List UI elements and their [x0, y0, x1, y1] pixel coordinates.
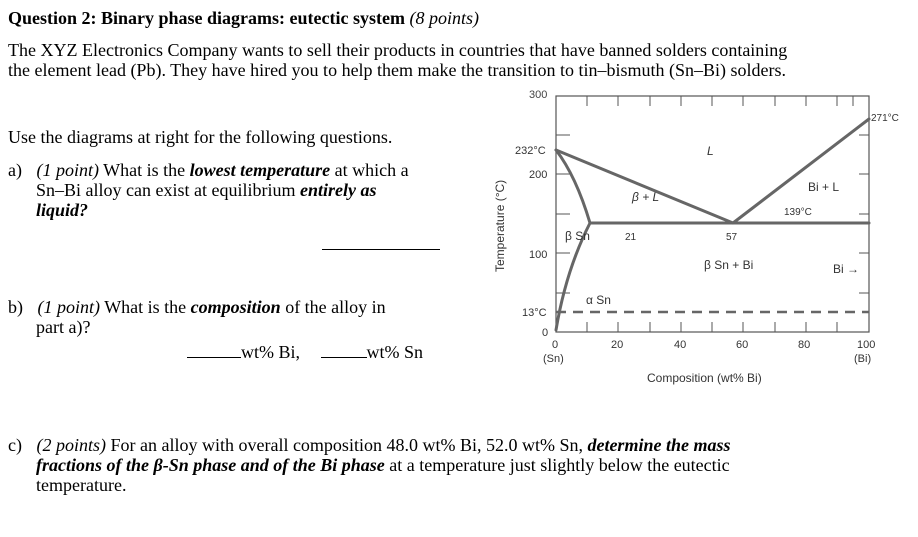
qb-text2: of the alloy in: [285, 297, 386, 317]
label-57: 57: [726, 232, 738, 243]
qc-bold1: determine the mass: [587, 435, 731, 455]
x-tick-60: 60: [736, 339, 749, 351]
y-tick-100: 100: [529, 249, 548, 261]
intro-line-2: the element lead (Pb). They have hired you to help them make the transition to tin–bismuth (Sn–Bi) solders.: [8, 60, 787, 80]
qc-points: (2 points): [36, 435, 106, 455]
region-beta-sn-bi: β Sn + Bi: [704, 258, 754, 272]
y-axis-label: Temperature (°C): [493, 179, 507, 272]
x-tick-20: 20: [611, 339, 624, 351]
question-a: [8, 160, 478, 220]
bottom-ticks: [587, 322, 837, 332]
x-tick-100: 100: [857, 339, 876, 351]
question-title: [8, 8, 479, 29]
qa-points: (1 point): [36, 160, 99, 180]
y-tick-232: 232°C: [515, 145, 546, 157]
region-liquid: L: [707, 144, 714, 158]
region-bi: Bi →: [833, 262, 860, 276]
qa-bold3: liquid?: [36, 200, 89, 220]
label-271: 271°C: [871, 113, 899, 124]
qc-text2: at a temperature just slightly below the eutectic: [389, 455, 730, 475]
qa-label: a): [8, 160, 22, 180]
qa-bold1: lowest temperature: [189, 160, 331, 180]
qc-text1: For an alloy with overall composition 48.0 wt% Bi, 52.0 wt% Sn,: [110, 435, 583, 455]
label-21: 21: [625, 232, 637, 243]
x-end-left: (Sn): [543, 353, 564, 365]
qa-bold2: entirely as: [299, 180, 377, 200]
qb-line2: part a)?: [36, 317, 91, 337]
region-bi-l: Bi + L: [808, 180, 840, 194]
answer-b-sn-blank[interactable]: [321, 357, 367, 358]
qb-label: b): [8, 297, 23, 317]
intro-line-1: The XYZ Electronics Company wants to sell their products in countries that have banned solders containing: [8, 40, 788, 60]
question-b: [8, 297, 478, 337]
title-text: Question 2: Binary phase diagrams: eutectic system: [8, 8, 405, 28]
qb-text1: What is the: [104, 297, 187, 317]
answer-b-row: [187, 342, 423, 362]
answer-b-unit2: wt% Sn: [366, 342, 424, 362]
qc-bold2: fractions of the β-Sn phase and of the Bi phase: [36, 455, 385, 475]
region-beta-sn: β Sn: [565, 229, 590, 243]
right-ticks: [859, 135, 869, 293]
region-beta-l: β + L: [632, 190, 660, 204]
y-tick-200: 200: [529, 169, 548, 181]
x-tick-0: 0: [552, 339, 559, 351]
y-top-label: 300: [529, 89, 548, 101]
answer-b-bi-blank[interactable]: [187, 357, 241, 358]
label-139: 139°C: [784, 207, 812, 218]
answer-b-unit1: wt% Bi,: [241, 342, 301, 362]
phase-diagram: [480, 84, 910, 389]
qc-line3: temperature.: [36, 475, 127, 495]
y-tick-0: 0: [542, 327, 549, 339]
intro-paragraph: [8, 40, 913, 80]
qa-line2: Sn–Bi alloy can exist at equilibrium: [36, 180, 296, 200]
top-ticks: [587, 96, 853, 106]
liquidus-sn-side: [556, 150, 733, 223]
answer-a-blank[interactable]: [322, 249, 440, 250]
question-c: [8, 435, 908, 495]
qb-points: (1 point): [37, 297, 100, 317]
title-points: (8 points): [409, 8, 479, 28]
qc-label: c): [8, 435, 22, 455]
x-end-right: (Bi): [854, 353, 872, 365]
x-tick-80: 80: [798, 339, 811, 351]
qb-bold1: composition: [190, 297, 281, 317]
x-axis-label: Composition (wt% Bi): [647, 371, 762, 385]
instruction-text: Use the diagrams at right for the following questions.: [8, 127, 393, 147]
qa-text2: at which a: [334, 160, 409, 180]
region-alpha-sn: α Sn: [586, 293, 611, 307]
qa-text1: What is the: [103, 160, 186, 180]
y-tick-13: 13°C: [522, 307, 547, 319]
x-tick-40: 40: [674, 339, 687, 351]
